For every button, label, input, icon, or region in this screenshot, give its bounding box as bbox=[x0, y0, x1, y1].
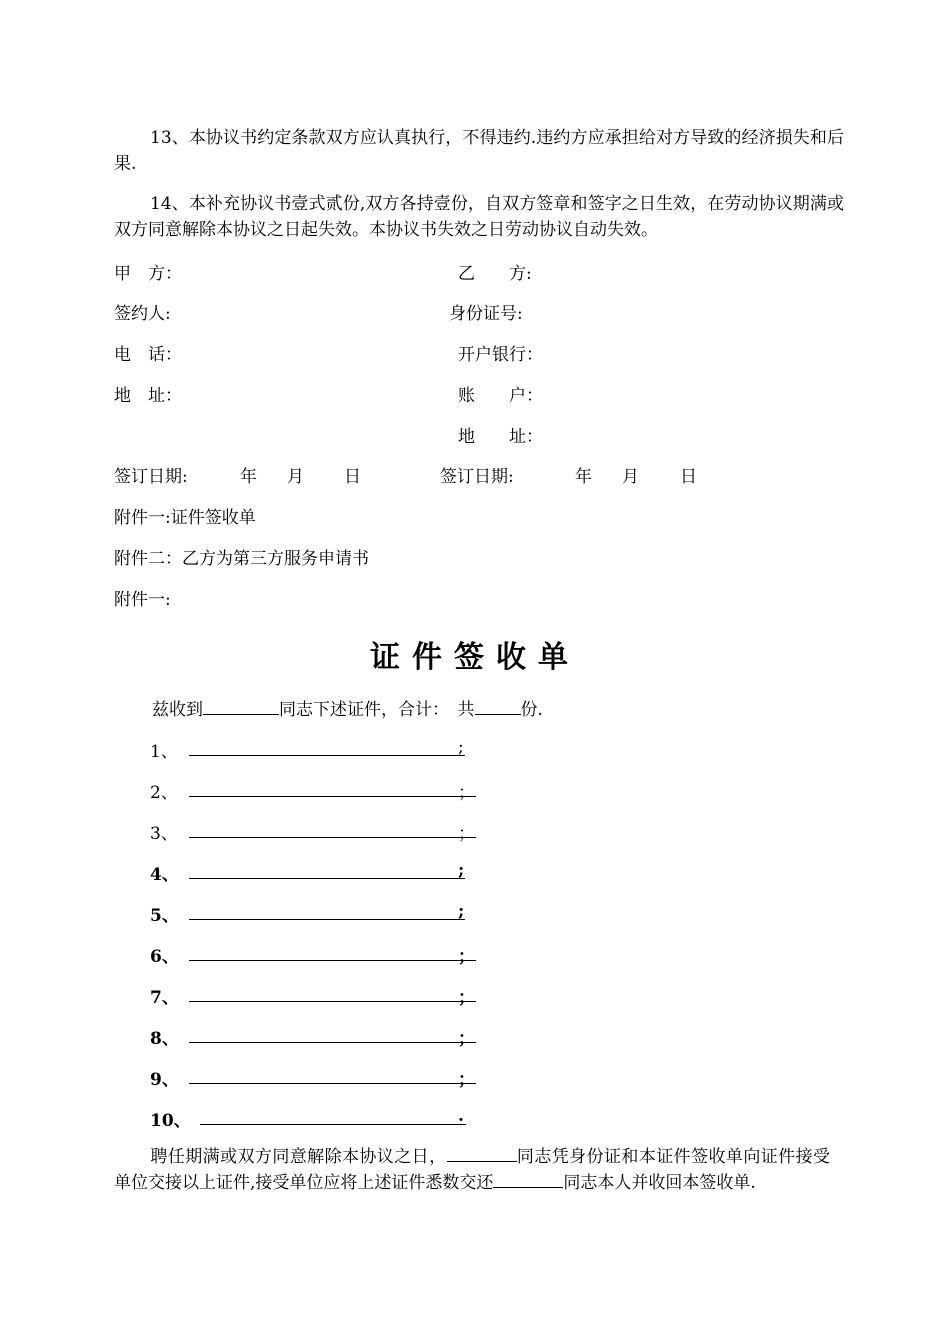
item-line[interactable] bbox=[189, 918, 465, 920]
item-number: 7、 bbox=[150, 988, 179, 1008]
clause-13 bbox=[114, 125, 844, 177]
receipt-intro-suffix: 份. bbox=[520, 700, 543, 720]
item-number: 10、 bbox=[150, 1111, 191, 1131]
item-line[interactable] bbox=[189, 1041, 476, 1043]
receipt-name-blank[interactable] bbox=[203, 697, 279, 715]
receipt-count-blank[interactable] bbox=[475, 697, 521, 715]
attachment-1-heading: 附件一: bbox=[114, 590, 171, 610]
party-a-phone-label: 电 话： bbox=[114, 345, 182, 365]
party-a-month: 月 bbox=[287, 467, 304, 487]
receipt-intro bbox=[152, 695, 543, 720]
item-end: ； bbox=[458, 783, 475, 803]
clause-14 bbox=[114, 191, 844, 243]
party-a-address-label: 地 址： bbox=[114, 386, 182, 406]
item-number: 2、 bbox=[150, 783, 178, 803]
party-a-year: 年 bbox=[240, 467, 257, 487]
receipt-closing-3: 同志本人并收回本签收单. bbox=[563, 1173, 756, 1193]
receipt-closing-1: 聘任期满或双方同意解除本协议之日， bbox=[150, 1147, 447, 1167]
item-end: ； bbox=[458, 988, 475, 1008]
party-a-name-label: 甲 方： bbox=[114, 264, 182, 284]
party-b-day: 日 bbox=[680, 467, 697, 487]
item-line[interactable] bbox=[189, 836, 476, 838]
party-b-account-label: 账 户： bbox=[458, 386, 543, 406]
item-number: 3、 bbox=[150, 824, 178, 844]
item-line[interactable] bbox=[189, 1082, 476, 1084]
item-line[interactable] bbox=[200, 1123, 466, 1125]
closing-name-blank-2[interactable] bbox=[493, 1170, 563, 1188]
item-line[interactable] bbox=[189, 877, 465, 879]
party-b-name-label: 乙 方: bbox=[458, 264, 532, 284]
item-number: 8、 bbox=[150, 1029, 179, 1049]
receipt-closing-2: 同志凭身份证和本证件签收单向证件接受单位交接以上证件,接受单位应将上述证件悉数交还 bbox=[114, 1147, 830, 1193]
item-number: 4、 bbox=[150, 865, 179, 885]
party-b-bank-label: 开户银行： bbox=[458, 345, 543, 365]
party-b-month: 月 bbox=[622, 467, 639, 487]
item-end: . bbox=[458, 1106, 464, 1126]
party-b-address-label: 地 址： bbox=[458, 427, 543, 447]
party-a-date-label: 签订日期: bbox=[114, 467, 188, 487]
item-number: 6、 bbox=[150, 947, 179, 967]
party-a-day: 日 bbox=[344, 467, 361, 487]
party-b-year: 年 bbox=[575, 467, 592, 487]
item-line[interactable] bbox=[189, 1000, 476, 1002]
closing-name-blank-1[interactable] bbox=[447, 1144, 517, 1162]
item-end: ; bbox=[458, 901, 465, 921]
receipt-intro-prefix: 兹收到 bbox=[152, 700, 203, 720]
item-end: ； bbox=[458, 1029, 475, 1049]
receipt-closing bbox=[114, 1144, 830, 1196]
attachment-2: 附件二：乙方为第三方服务申请书 bbox=[114, 549, 369, 569]
clause-13-text: 13、本协议书约定条款双方应认真执行，不得违约.违约方应承担给对方导致的经济损失和后果. bbox=[114, 128, 844, 174]
receipt-title: 证件签收单 bbox=[370, 640, 580, 675]
item-number: 1、 bbox=[150, 742, 178, 762]
item-line[interactable] bbox=[189, 754, 465, 756]
receipt-intro-middle: 同志下述证件，合计： 共 bbox=[279, 700, 475, 720]
clause-14-text: 14、本补充协议书壹式贰份,双方各持壹份，自双方签章和签字之日生效，在劳动协议期满或双方同意解除本协议之日起失效。本协议书失效之日劳动协议自动失效。 bbox=[114, 194, 844, 240]
party-b-date-label: 签订日期: bbox=[440, 467, 514, 487]
item-end: ； bbox=[458, 1070, 475, 1090]
item-end: ; bbox=[458, 860, 465, 880]
item-line[interactable] bbox=[189, 959, 476, 961]
attachment-1: 附件一:证件签收单 bbox=[114, 508, 256, 528]
party-b-id-label: 身份证号: bbox=[449, 304, 523, 324]
item-end: ； bbox=[458, 824, 475, 844]
party-a-signer-label: 签约人: bbox=[114, 304, 171, 324]
item-number: 5、 bbox=[150, 906, 179, 926]
item-end: ； bbox=[458, 947, 475, 967]
item-line[interactable] bbox=[189, 795, 476, 797]
item-end: ; bbox=[458, 737, 464, 757]
item-number: 9、 bbox=[150, 1070, 179, 1090]
